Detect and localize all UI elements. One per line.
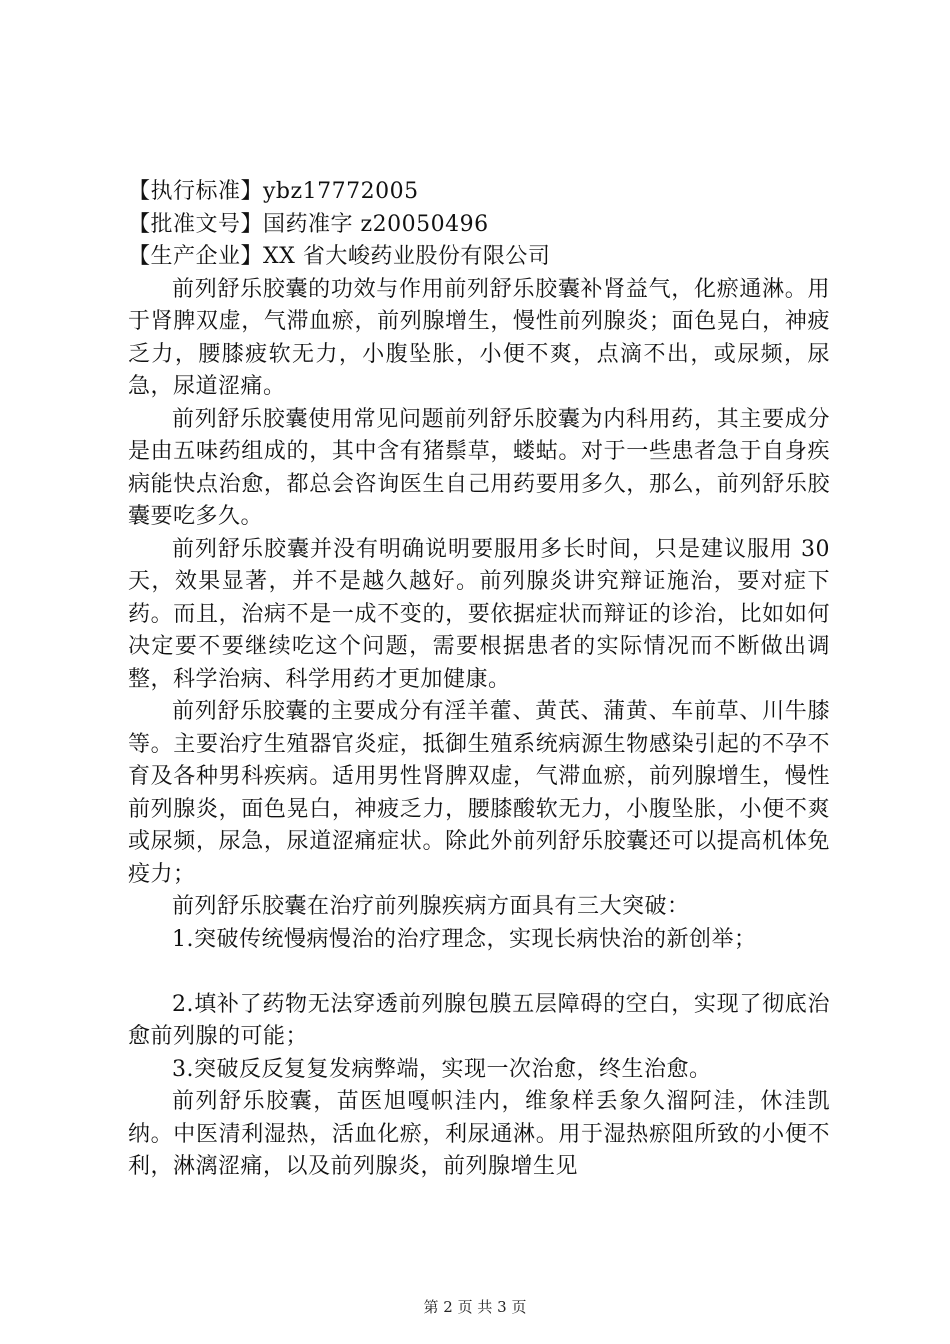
approval-number-field: 【批准文号】国药准字 z20050496 <box>128 211 489 237</box>
paragraph-tcm-description: 前列舒乐胶囊，苗医旭嘎帜洼内，维象样丢象久溜阿洼，休洼凯纳。中医清利湿热，活血化瘀，利尿通淋。用于湿热瘀阻所致的小便不利，淋漓涩痛，以及前列腺炎，前列腺增生见 <box>128 1089 830 1179</box>
paragraph-duration: 前列舒乐胶囊并没有明确说明要服用多长时间，只是建议服用 30 天，效果显著，并不是越久越好。前列腺炎讲究辩证施治，要对症下药。而且，治病不是一成不变的，要依据症状而辩证的诊治，比如如何决定要不要继续吃这个问题，需要根据患者的实际情况而不断做出调整，科学治病、科学用药才更加健康。 <box>128 536 830 692</box>
standard-field: 【执行标准】ybz17772005 <box>128 179 419 204</box>
breakthrough-item-3: 3.突破反反复复发病弊端，实现一次治愈，终生治愈。 <box>172 1056 712 1082</box>
blank-line <box>128 956 830 989</box>
paragraph-efficacy: 前列舒乐胶囊的功效与作用前列舒乐胶囊补肾益气，化瘀通淋。用于肾脾双虚，气滞血瘀，前列腺增生，慢性前列腺炎；面色晃白，神疲乏力，腰膝疲软无力，小腹坠胀，小便不爽，点滴不出，或尿频，尿急，尿道涩痛。 <box>128 276 830 399</box>
breakthrough-item-1: 1.突破传统慢病慢治的治疗理念，实现长病快治的新创举； <box>172 926 757 952</box>
manufacturer-field: 【生产企业】XX 省大峻药业股份有限公司 <box>128 244 551 269</box>
breakthrough-item-2: 2.填补了药物无法穿透前列腺包膜五层障碍的空白，实现了彻底治愈前列腺的可能； <box>128 991 830 1049</box>
paragraph-breakthroughs-intro: 前列舒乐胶囊在治疗前列腺疾病方面具有三大突破： <box>172 894 690 919</box>
paragraph-ingredients: 前列舒乐胶囊的主要成分有淫羊藿、黄芪、蒲黄、车前草、川牛膝等。主要治疗生殖器官炎症，抵御生殖系统病源生物感染引起的不孕不育及各种男科疾病。适用男性肾脾双虚，气滞血瘀，前列腺增生，慢性前列腺炎，面色晃白，神疲乏力，腰膝酸软无力，小腹坠胀，小便不爽或尿频，尿急，尿道涩痛症状。除此外前列舒乐胶囊还可以提高机体免疫力； <box>128 699 830 887</box>
paragraph-common-questions: 前列舒乐胶囊使用常见问题前列舒乐胶囊为内科用药，其主要成分是由五味药组成的，其中含有猪鬃草，蝼蛄。对于一些患者急于自身疾病能快点治愈，都总会咨询医生自己用药要用多久，那么，前列舒乐胶囊要吃多久。 <box>128 406 830 529</box>
document-body <box>128 176 830 1184</box>
page-number-footer: 第 2 页 共 3 页 <box>423 1298 527 1316</box>
